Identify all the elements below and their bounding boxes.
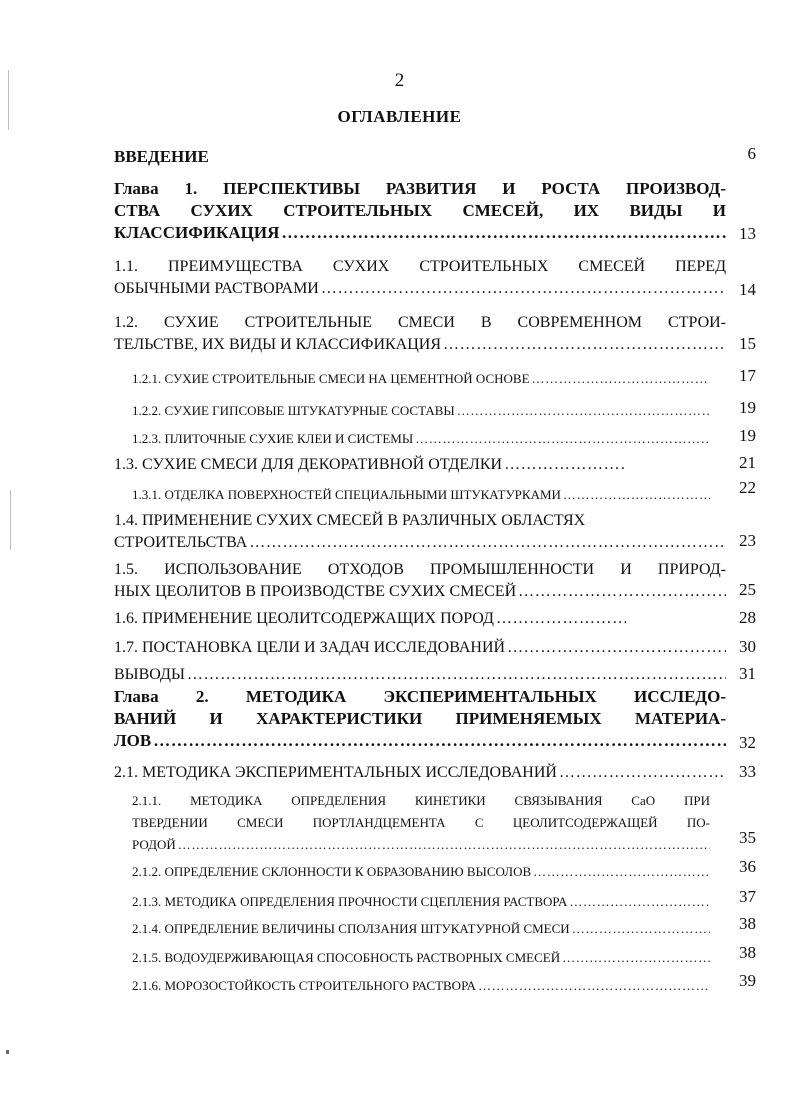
dot-leader (249, 532, 726, 554)
dot-leader (572, 918, 710, 940)
dot-leader (457, 400, 710, 422)
toc-entry-line: 1.3. СУХИЕ СМЕСИ ДЛЯ ДЕКОРАТИВНОЙ ОТДЕЛКИ (114, 456, 503, 473)
toc-page-number: 38 (739, 914, 756, 933)
toc-entry-1-3-1[interactable] (132, 484, 710, 506)
toc-entry-2-1-1[interactable] (132, 790, 710, 856)
dot-leader (281, 222, 726, 244)
dot-leader (321, 278, 726, 300)
dot-leader (153, 730, 726, 752)
toc-entry-line: 2.1.5. ВОДОУДЕРЖИВАЮЩАЯ СПОСОБНОСТЬ РАСТВОРНЫХ СМЕСЕЙ (132, 950, 561, 965)
toc-title: ОГЛАВЛЕНИЕ (337, 107, 462, 126)
toc-entry-1-2-1[interactable] (132, 368, 710, 390)
dot-leader (563, 484, 710, 506)
toc-entry-2-1-4[interactable] (132, 918, 710, 940)
toc-entry-2-1-2[interactable] (132, 861, 710, 883)
toc-entry-line: 2.1.4. ОПРЕДЕЛЕНИЕ ВЕЛИЧИНЫ СПОЛЗАНИЯ ШТУКАТУРНОЙ СМЕСИ (132, 921, 570, 936)
toc-entry-line: 1.2.3. ПЛИТОЧНЫЕ СУХИЕ КЛЕИ И СИСТЕМЫ (132, 431, 414, 446)
dot-leader (533, 861, 710, 883)
scan-artifact (10, 490, 11, 550)
toc-entry-line: 2.1. МЕТОДИКА ЭКСПЕРИМЕНТАЛЬНЫХ ИССЛЕДОВАНИЙ (114, 764, 557, 781)
toc-page-number: 15 (739, 334, 756, 353)
toc-page-number: 33 (739, 762, 756, 781)
toc-entry-line: 2.1.2. ОПРЕДЕЛЕНИЕ СКЛОННОСТИ К ОБРАЗОВАНИЮ ВЫСОЛОВ (132, 864, 532, 879)
dot-leader (415, 428, 710, 450)
toc-entry-line: ТВЕРДЕНИИ СМЕСИ ПОРТЛАНДЦЕМЕНТА С ЦЕОЛИТСОДЕРЖАЩЕЙ ПО- (132, 815, 710, 830)
toc-page-number: 22 (739, 478, 756, 497)
dot-leader (507, 637, 726, 659)
toc-entry-1-7[interactable] (114, 637, 726, 659)
toc-entry-line: 1.2. СУХИЕ СТРОИТЕЛЬНЫЕ СМЕСИ В СОВРЕМЕННОМ СТРОИ- (114, 314, 726, 331)
toc-entry-line: НЫХ ЦЕОЛИТОВ В ПРОИЗВОДСТВЕ СУХИХ СМЕСЕЙ (114, 583, 517, 600)
toc-page-number: 19 (739, 426, 756, 445)
toc-entry-introduction[interactable] (114, 146, 726, 168)
toc-entry-line: ТЕЛЬСТВЕ, ИХ ВИДЫ И КЛАССИФИКАЦИЯ (114, 336, 442, 353)
toc-entry-1-2-3[interactable] (132, 428, 710, 450)
dot-leader (443, 334, 726, 356)
toc-entry-chapter-2[interactable] (114, 686, 726, 752)
toc-entry-line: 1.3.1. ОТДЕЛКА ПОВЕРХНОСТЕЙ СПЕЦИАЛЬНЫМИ ШТУКАТУРКАМИ (132, 487, 561, 502)
dot-leader (562, 947, 710, 969)
toc-entry-line: ОБЫЧНЫМИ РАСТВОРАМИ (114, 280, 319, 297)
toc-page-number: 39 (739, 971, 756, 990)
dot-leader (478, 975, 710, 997)
toc-entry-line: Глава 2. МЕТОДИКА ЭКСПЕРИМЕНТАЛЬНЫХ ИССЛЕДО- (114, 687, 726, 706)
toc-page-number: 31 (739, 664, 756, 683)
toc-entry-conclusions[interactable] (114, 664, 726, 686)
toc-entry-line: ВЫВОДЫ (114, 666, 185, 683)
scan-artifact (8, 70, 9, 130)
toc-page-number: 13 (739, 224, 756, 243)
toc-page-number: 35 (739, 828, 756, 847)
toc-entry-line: 1.2.1. СУХИЕ СТРОИТЕЛЬНЫЕ СМЕСИ НА ЦЕМЕНТНОЙ ОСНОВЕ (132, 371, 530, 386)
toc-entry-1-4[interactable] (114, 510, 726, 554)
toc-page-number: 36 (739, 857, 756, 876)
dot-leader (496, 608, 626, 630)
toc-page-number: 23 (739, 531, 756, 550)
scan-artifact (6, 1050, 9, 1054)
toc-entry-line: СТРОИТЕЛЬСТВА (114, 534, 248, 551)
dot-leader (518, 581, 726, 603)
toc-page-number: 32 (739, 733, 756, 752)
toc-entry-1-3[interactable] (114, 454, 726, 476)
toc-entry-line: 2.1.6. МОРОЗОСТОЙКОСТЬ СТРОИТЕЛЬНОГО РАСТВОРА (132, 978, 477, 993)
dot-leader (569, 891, 710, 913)
toc-entry-1-6[interactable] (114, 608, 726, 630)
toc-page-number: 38 (739, 943, 756, 962)
dot-leader (532, 368, 710, 390)
toc-entry-2-1-3[interactable] (132, 891, 710, 913)
toc-page-number: 19 (739, 398, 756, 417)
dot-leader (559, 762, 726, 784)
toc-entry-1-5[interactable] (114, 559, 726, 603)
toc-entry-text: ВВЕДЕНИЕ (114, 147, 209, 166)
toc-entry-line: 1.7. ПОСТАНОВКА ЦЕЛИ И ЗАДАЧ ИССЛЕДОВАНИЙ (114, 639, 506, 656)
toc-entry-line: 1.5. ИСПОЛЬЗОВАНИЕ ОТХОДОВ ПРОМЫШЛЕННОСТИ И ПРИРОД- (114, 561, 726, 578)
toc-entry-line: РОДОЙ (132, 837, 176, 852)
toc-entry-line: 1.1. ПРЕИМУЩЕСТВА СУХИХ СТРОИТЕЛЬНЫХ СМЕСЕЙ ПЕРЕД (114, 258, 726, 275)
toc-entry-line: КЛАССИФИКАЦИЯ (114, 223, 280, 242)
toc-entry-1-2[interactable] (114, 312, 726, 356)
toc-entry-line: 1.4. ПРИМЕНЕНИЕ СУХИХ СМЕСЕЙ В РАЗЛИЧНЫХ ОБЛАСТЯХ (114, 512, 586, 529)
toc-page-number: 14 (739, 280, 756, 299)
toc-entry-line: Глава 1. ПЕРСПЕКТИВЫ РАЗВИТИЯ И РОСТА ПРОИЗВОД- (114, 179, 726, 198)
toc-entry-line: ВАНИЙ И ХАРАКТЕРИСТИКИ ПРИМЕНЯЕМЫХ МАТЕРИА- (114, 709, 726, 728)
toc-entry-line: 1.2.2. СУХИЕ ГИПСОВЫЕ ШТУКАТУРНЫЕ СОСТАВЫ (132, 403, 455, 418)
toc-entry-1-2-2[interactable] (132, 400, 710, 422)
toc-entry-line: 2.1.3. МЕТОДИКА ОПРЕДЕЛЕНИЯ ПРОЧНОСТИ СЦЕПЛЕНИЯ РАСТВОРА (132, 894, 568, 909)
toc-entry-2-1-5[interactable] (132, 947, 710, 969)
toc-entry-2-1[interactable] (114, 762, 726, 784)
toc-entry-line: 2.1.1. МЕТОДИКА ОПРЕДЕЛЕНИЯ КИНЕТИКИ СВЯЗЫВАНИЯ CaO ПРИ (132, 793, 710, 808)
toc-page-number: 28 (739, 608, 756, 627)
toc-entry-1-1[interactable] (114, 256, 726, 300)
toc-page-number: 6 (747, 144, 756, 163)
toc-page-number: 21 (739, 453, 756, 472)
dot-leader (178, 834, 710, 856)
toc-entry-chapter-1[interactable] (114, 178, 726, 244)
toc-entry-line: 1.6. ПРИМЕНЕНИЕ ЦЕОЛИТСОДЕРЖАЩИХ ПОРОД (114, 610, 494, 627)
toc-entry-2-1-6[interactable] (132, 975, 710, 997)
toc-entry-line: СТВА СУХИХ СТРОИТЕЛЬНЫХ СМЕСЕЙ, ИХ ВИДЫ И (114, 201, 726, 220)
dot-leader (187, 664, 726, 686)
dot-leader (504, 454, 624, 476)
toc-page-number: 17 (739, 366, 756, 385)
toc-page-number: 30 (739, 637, 756, 656)
toc-page-number: 37 (739, 887, 756, 906)
page-number: 2 (394, 70, 405, 91)
toc-entry-line: ЛОВ (114, 731, 152, 750)
toc-page-number: 25 (739, 580, 756, 599)
